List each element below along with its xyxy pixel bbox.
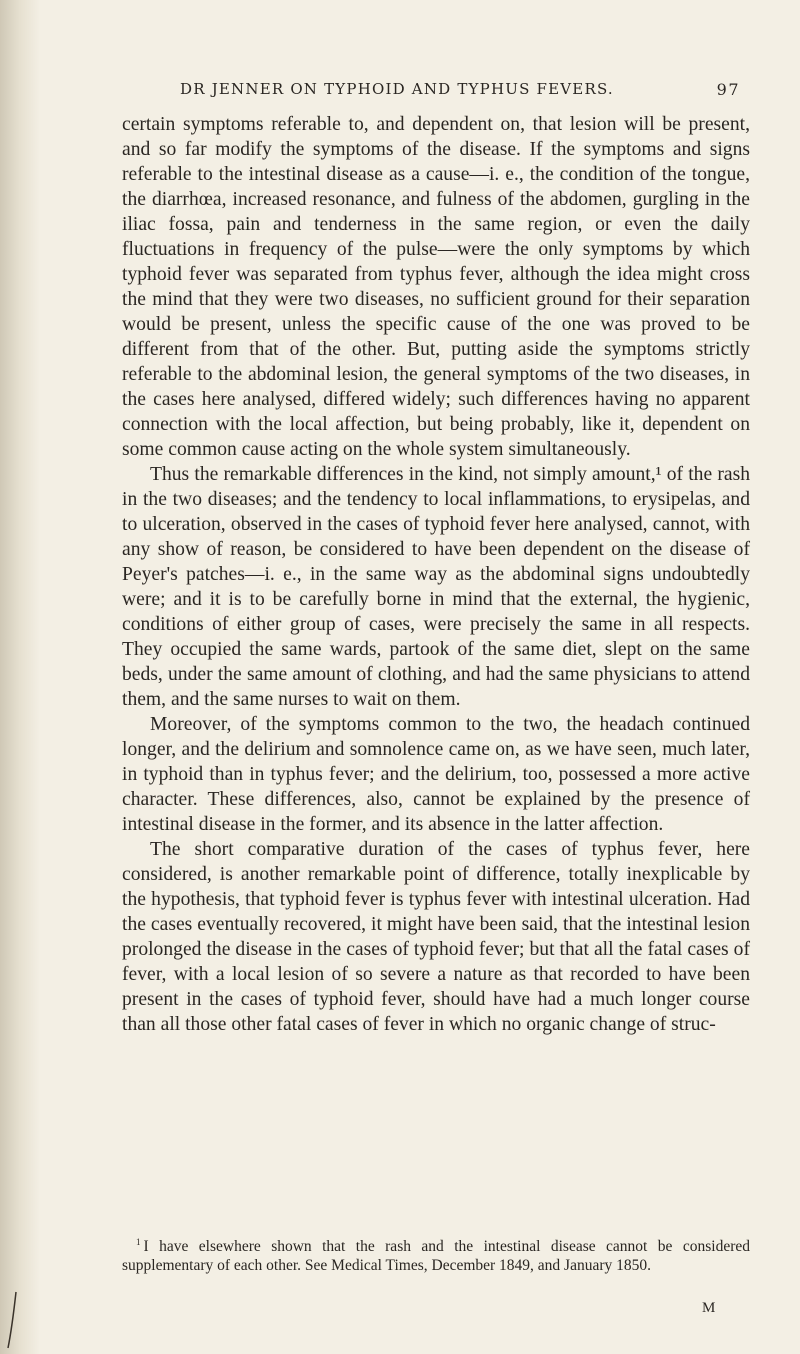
footnote (122, 1233, 750, 1275)
page-edge-stroke (6, 1290, 20, 1350)
running-head: DR JENNER ON TYPHOID AND TYPHUS FEVERS. (180, 80, 614, 98)
signature-mark: M (702, 1300, 717, 1316)
paragraph-1: certain symptoms referable to, and dependent on, that lesion will be present, and so far modify the symptoms of the disease. If the symptoms and signs referable to the intestinal disease as a cause—i. e., the condition of the tongue, the diarrhœa, increased resonance, and fulness of the abdomen, gurgling in the iliac fossa, pain and tenderness in the same region, or even the daily fluctuations in frequency of the pulse—were the only symptoms by which typhoid fever was separated from typhus fever, although the idea might cross the mind that they were two diseases, no sufficient ground for their separation would be present, unless the specific cause of the one was proved to be different from that of the other. But, putting aside the symptoms strictly referable to the abdominal lesion, the general symptoms of the two diseases, in the cases here analysed, differed widely; such differences having no apparent connection with the local affection, but being probably, like it, dependent on some common cause acting on the whole system simultaneously. (122, 114, 750, 460)
footnote-text: I have elsewhere shown that the rash and the intestinal disease cannot be considered supplementary of each other. See Medical Times, December 1849, and January 1850. (122, 1238, 750, 1275)
page-binding-shadow (0, 0, 40, 1354)
paragraph-3: Moreover, of the symptoms common to the two, the headach continued longer, and the delirium and somnolence came on, as we have seen, much later, in typhoid than in typhus fever; and the delirium, too, possessed a more active character. These differences, also, cannot be explained by the presence of intestinal disease in the former, and its absence in the latter affection. (122, 714, 750, 835)
page-number: 97 (716, 80, 740, 99)
page-header (180, 80, 740, 104)
paragraph-4: The short comparative duration of the cases of typhus fever, here considered, is another remarkable point of difference, totally inexplicable by the hypothesis, that typhoid fever is typhus fever with intestinal ulceration. Had the cases eventually recovered, it might have been said, that the intestinal lesion prolonged the disease in the cases of typhoid fever; but that all the fatal cases of fever, with a local lesion of so severe a nature as that recorded to have been present in the cases of typhoid fever, should have had a much longer course than all those other fatal cases of fever in which no organic change of struc- (122, 839, 750, 1035)
paragraph-2: Thus the remarkable differences in the kind, not simply amount,¹ of the rash in the two diseases; and the tendency to local inflammations, to erysipelas, and to ulceration, observed in the cases of typhoid fever here analysed, cannot, with any show of reason, be considered to have been dependent on the disease of Peyer's patches—i. e., in the same way as the abdominal signs undoubtedly were; and it is to be carefully borne in mind that the external, the hygienic, conditions of either group of cases, were precisely the same in all respects. They occupied the same wards, partook of the same diet, slept on the same beds, under the same amount of clothing, and had the same physicians to attend them, and the same nurses to wait on them. (122, 464, 750, 710)
footnote-mark: 1 (136, 1237, 141, 1247)
body-text (122, 112, 750, 1037)
